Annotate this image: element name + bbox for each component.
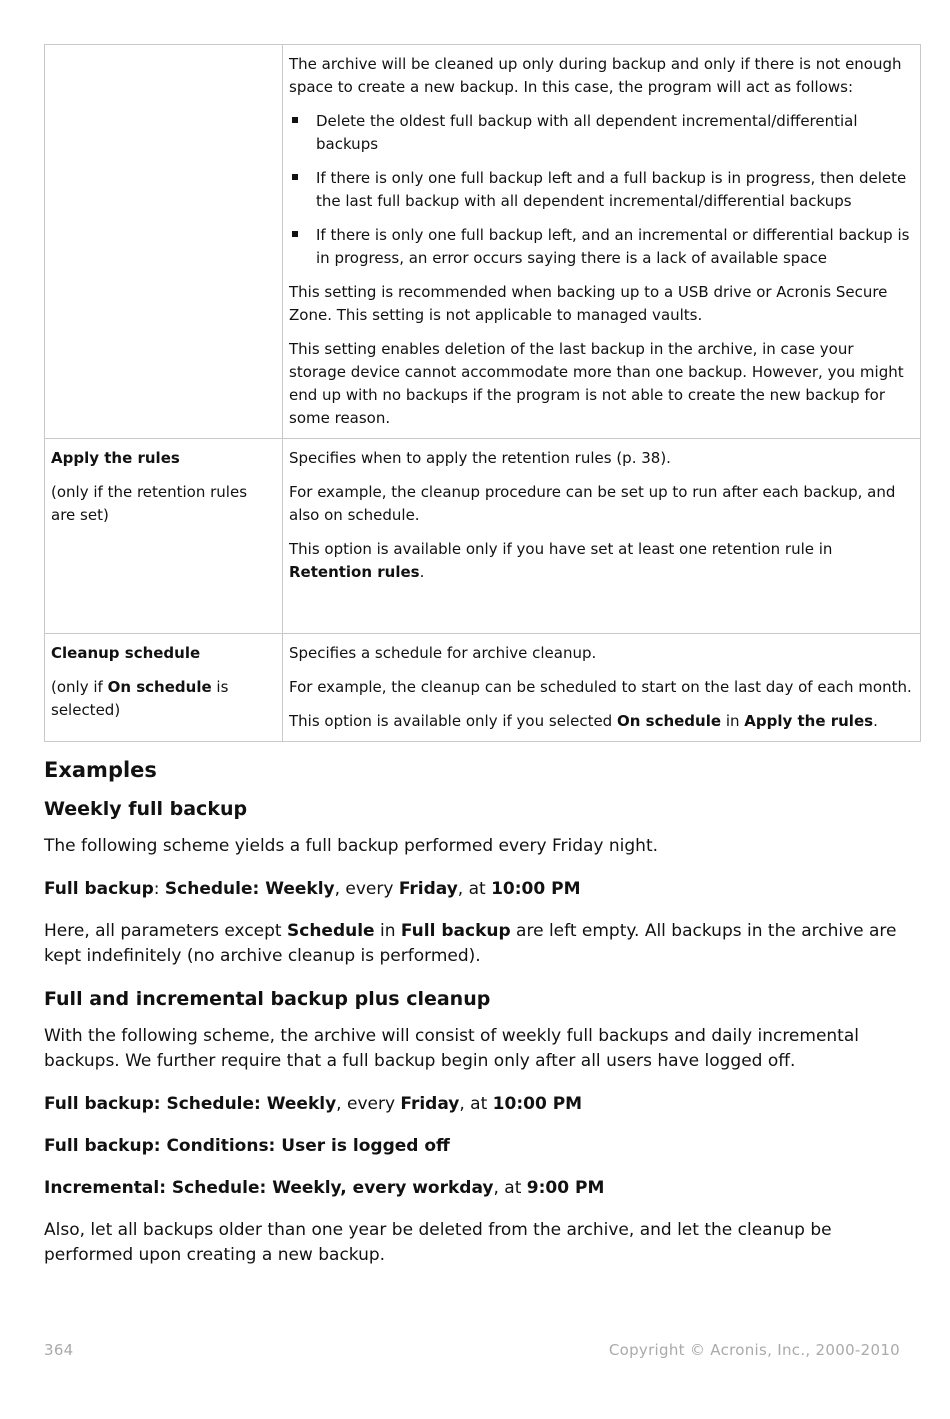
option-condition: (only if the retention rules are set) — [51, 483, 248, 524]
cleanup-requirement: Also, let all backups older than one year be deleted from the archive, and let the cleanup be performed upon creating a new backup. — [44, 1220, 832, 1265]
incremental-intro: With the following scheme, the archive will consist of weekly full backups and daily incremental backups. We further require that a full backup begin only after all users have logged off. — [44, 1026, 859, 1071]
incremental-schedule-line: Incremental: Schedule: Weekly, every workday, at 9:00 PM — [44, 1178, 605, 1198]
weekly-schedule-line: Full backup: Schedule: Weekly, every Friday, at 10:00 PM — [44, 879, 581, 899]
cleanup-note-usb: This setting is recommended when backing up to a USB drive or Acronis Secure Zone. This setting is not applicable to managed vaults. — [289, 283, 888, 324]
row-label-cell — [45, 634, 283, 742]
page-content — [44, 44, 920, 1268]
option-condition: (only if On schedule is selected) — [51, 678, 229, 719]
cleanup-schedule-desc: Specifies a schedule for archive cleanup. — [289, 644, 597, 662]
weekly-explanation: Here, all parameters except Schedule in Full backup are left empty. All backups in the archive are kept indefinitely (no archive cleanup is performed). — [44, 921, 897, 966]
option-title-apply-rules: Apply the rules — [51, 449, 180, 467]
full-backup-schedule-line: Full backup: Schedule: Weekly, every Friday, at 10:00 PM — [44, 1094, 583, 1114]
option-title-cleanup-schedule: Cleanup schedule — [51, 644, 201, 662]
list-item: Delete the oldest full backup with all dependent incremental/differential backups — [289, 110, 914, 156]
list-item: If there is only one full backup left, and an incremental or differential backup is in progress, an error occurs saying there is a lack of available space — [289, 224, 914, 270]
row-description-cell — [283, 45, 921, 439]
weekly-intro: The following scheme yields a full backup performed every Friday night. — [44, 836, 659, 856]
table-row — [45, 439, 921, 634]
cleanup-note-last-backup: This setting enables deletion of the last backup in the archive, in case your storage device cannot accommodate more than one backup. However, you might end up with no backups if the program is not able to create the new backup for some reason. — [289, 340, 904, 427]
apply-rules-example: For example, the cleanup procedure can be set up to run after each backup, and also on schedule. — [289, 483, 896, 524]
cleanup-actions-list — [289, 110, 914, 270]
examples-heading: Examples — [44, 758, 157, 782]
weekly-full-backup-heading: Weekly full backup — [44, 798, 248, 820]
apply-rules-availability: This option is available only if you have set at least one retention rule in Retention rules. — [289, 540, 833, 581]
apply-rules-desc — [289, 447, 914, 470]
row-label-cell — [45, 45, 283, 439]
table-row — [45, 634, 921, 742]
cleanup-schedule-availability: This option is available only if you selected On schedule in Apply the rules. — [289, 712, 878, 730]
retention-rules-link[interactable]: Specifies when to apply the retention rules (p. 38). — [289, 449, 671, 467]
list-item: If there is only one full backup left and a full backup is in progress, then delete the last full backup with all dependent incremental/differential backups — [289, 167, 914, 213]
row-label-cell — [45, 439, 283, 634]
page-number: 364 — [44, 1341, 74, 1359]
cleanup-intro: The archive will be cleaned up only during backup and only if there is not enough space to create a new backup. In this case, the program will act as follows: — [289, 55, 902, 96]
table-row — [45, 45, 921, 439]
full-backup-conditions-line: Full backup: Conditions: User is logged off — [44, 1136, 450, 1156]
examples-section — [44, 756, 920, 1268]
row-description-cell — [283, 634, 921, 742]
incremental-cleanup-heading: Full and incremental backup plus cleanup — [44, 988, 491, 1010]
options-table — [44, 44, 921, 742]
row-description-cell — [283, 439, 921, 634]
cleanup-schedule-example: For example, the cleanup can be scheduled to start on the last day of each month. — [289, 678, 912, 696]
copyright-notice: Copyright © Acronis, Inc., 2000-2010 — [608, 1341, 900, 1359]
